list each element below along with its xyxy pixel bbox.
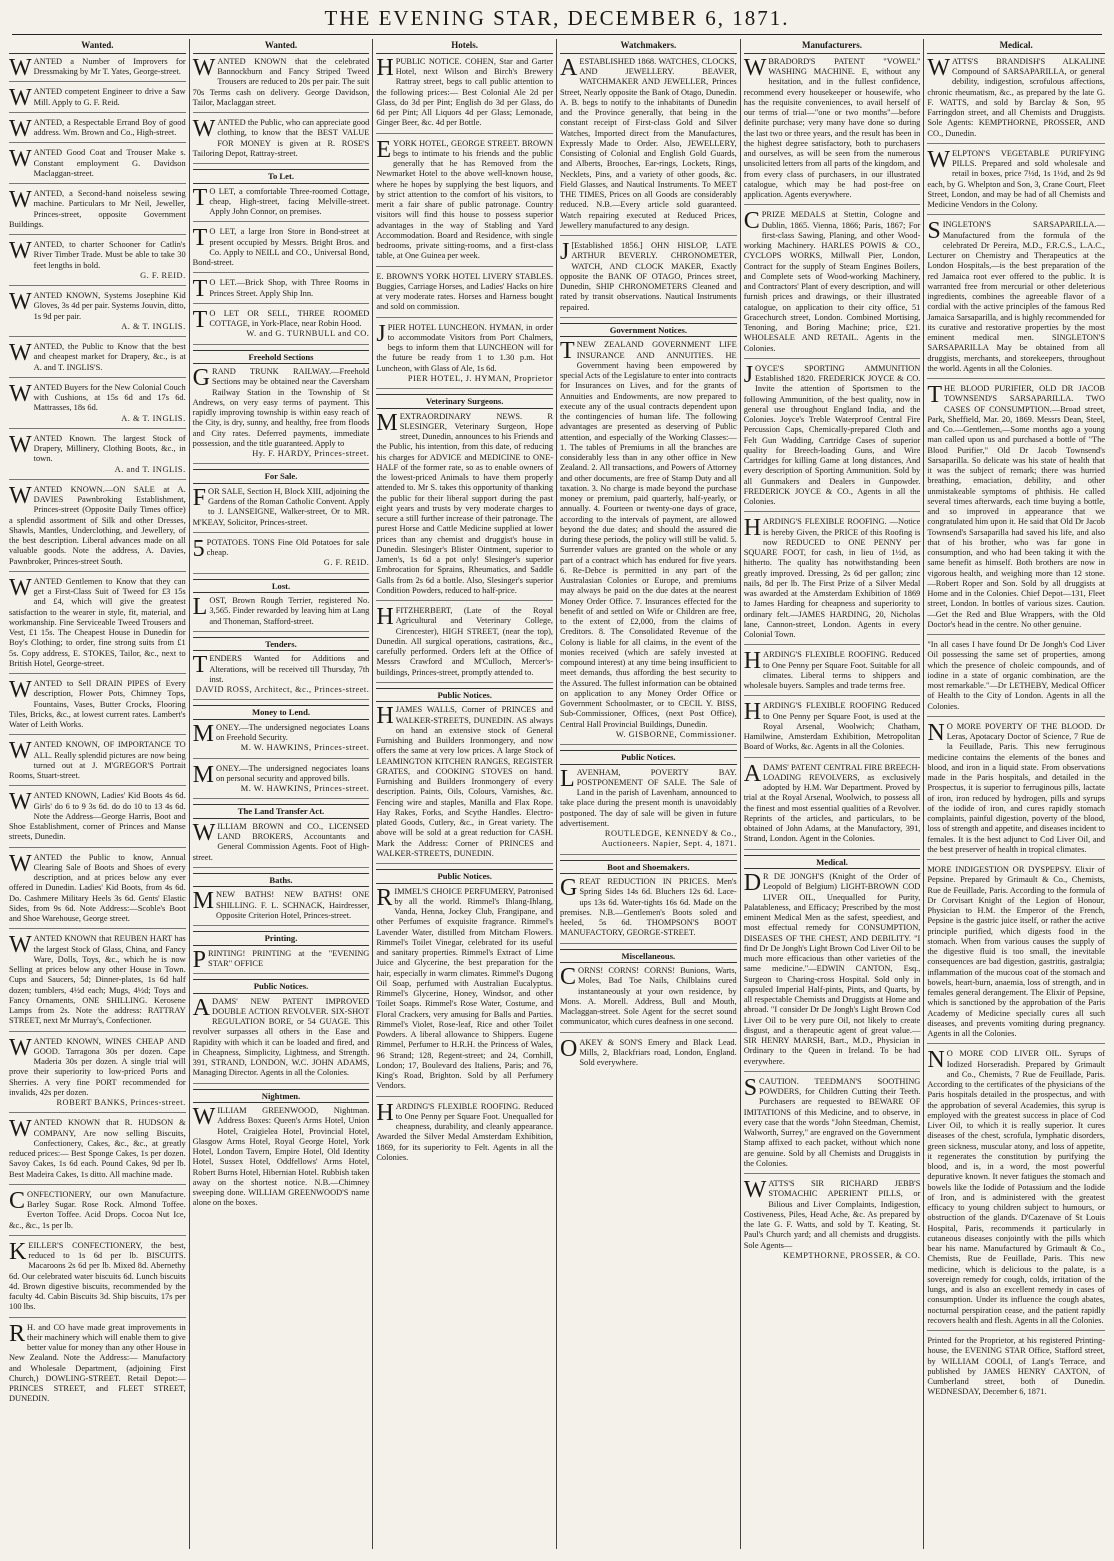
drop-cap: W [9,932,32,959]
advertisement [192,184,370,223]
column-5 [741,39,925,1549]
advertisement [193,367,370,464]
advertisement [193,278,370,304]
advertisement-signature: PIER HOTEL, J. HYMAN, Proprietor [407,373,554,383]
drop-cap: C [9,1187,26,1214]
column-heading: Wanted. [9,39,186,54]
drop-cap: W [9,431,32,458]
advertisement-body: ANTED KNOWN.—ON SALE at A. DAVIES Pawnbroking Establishment, Princes-street (Opposite Daily Times office) a splendid assortment of Silk and other Dresses, Shawls, Mantles, Underclothing, and Jewellery, of the best description. Liberal advances made on all valuable goods. Note the address, A. Davies, Pawnbroker, Princes-street South. [9,484,186,566]
drop-cap: A [192,994,211,1021]
column-heading: Watchmakers. [560,39,737,54]
advertisement-body: DAMS' PATENT CENTRAL FIRE BREECH-LOADING REVOLVERS, as exclusively adopted by H.M. War Department. Proved by trial at the Royal Arsenal, Woolwich, to possess all the finest and most essential qualities of a Revolver. Reprints of the articles, and particulars, to be obtained of John Adams, at the Manufactory, 391, Strand, London. Agent in the Colonies. [743,762,921,844]
advertisement [927,865,1105,1044]
advertisement-body: BRADORD'S PATENT "VOWEL" WASHING MACHINE. E, without any hesitation, and in the fullest confidence, recommend every housekeeper or housewife, who has the requisite conveniences, to avail herself of our terms of trial—"one or two months"—before definite purchase; very many have done so during the last two or three years, and the result has been in the highest degree satisfactory, both to purchasers and ourselves, as will be seen from the numerous unsolicited letters from all parts of the kingdom, and from every class of purchasers, in our illustrated catalogue, which may be had post-free on application. Agents everywhere. [743,56,921,200]
advertisement-body: INGLETON'S SARSAPARILLA.—Manufactured from the formula of the celebrated Dr Pereira, M.D., F.R.C.S., L.A.C., Lecturer on Chemistry and Therapeutics at the London Hospitals,—is the best preparation of the red Jamaica root ever offered to the public. It is warranted free from mercurial or other deleterious ingredients, combines the agreeable flavor of a cordial with the active principles of the famous Red Jamaica Sarsaparilla, and is highly recommended for its curative and restorative properties by the most eminent medical men. SINGLETON'S SARSAPARILLA May be obtained from all druggists, merchants, and storekeepers, throughout the world. Agents in all the Colonies. [927,220,1106,373]
advertisement-body: EILLER'S CONFECTIONERY, the best, reduced to 1s 6d per lb. BISCUITS. Macaroons 2s 6d per lb. Mixed 8d. Abernethy 6d. Our celebrated water biscuits 6d. Lunch biscuits 4d. Brown digestive biscuits, recommended by the faculty 4d. Cabin Biscuits 3d. Ship biscuits, 17s per 100 lbs. [9,1240,186,1312]
drop-cap: W [927,146,951,173]
advertisement [376,1099,554,1168]
advertisement [927,1336,1105,1402]
advertisement-body: ANTED KNOWN, Ladies' Kid Boots 4s 6d. Girls' do 6 to 9 3s 6d. do do 10 to 13 4s 6d. Note the Address—George Harris, Boot and Shoe Establishment, corner of Princes and Manse streets, Dunedin. [9,791,186,842]
advertisement-body: REAT REDUCTION IN PRICES. Men's Spring Sides 14s 6d. Bluchers 12s 6d. Lace-ups 13s 6d. Water-tights 16s 6d. Made on the premises. N.B.—Gentlemen's Boots soled and heeled, 5s 6d. THOMPSON'S BOOT MANUFACTORY, GEORGE-STREET. [560,877,737,938]
advertisement-body: ANTED, a Respectable Errand Boy of good address. Wm. Brown and Co., High-street. [33,117,186,138]
advertisement-body: ANTED KNOWN, WINES CHEAP AND GOOD. Tarragona 30s per dozen. Cape Maderia 30s per dozen. A single trial will prove their superiority to low-priced Ports and Sherries. A very fine PORT recommended for invalids, 42s per dozen. [9,1036,186,1097]
advertisement-signature: A. & T. INGLIS. [121,413,186,423]
advertisement-signature: DAVID ROSS, Architect, &c., Princes-street. [195,685,370,695]
advertisement-body: ANTED, a Second-hand noiseless sewing machine. Particulars to Mr Neil, Jeweller, Princes-street, opposite Government Buildings. [9,189,186,229]
advertisement-signature: G. F. REID. [323,558,370,568]
advertisement-body: ESTABLISHED 1868. WATCHES, CLOCKS, AND JEWELLERY. BEAVER, WATCHMAKER AND JEWELLER, Princes Street, Nearly opposite the Bank of Otago, Dunedin. A. B. begs to notify to the inhabitants of Dunedin and the Province generally, that being in the constant receipt of First-class Gold and Silver Watches, Imported direct from the Manufactures, Expressly Made to Order. Also, JEWELLERY, Consisting of Colonial and English Gold Guards, and Alberts, Brooches, Ear-rings, Lockets, Rings, Necklets, Pins, and a variety of other goods, &c. Field Glasses, and Nautical Instruments. To MEET THE TIMES, Prices on all Goods are considerably reduced. N.B.—Every article sold guaranteed. Watch repairing executed at Reduced Prices, Jewellery manufactured to any design. [560,56,737,230]
advertisement-body: ORNS! CORNS! CORNS! Bunions, Warts, Moles, Bad Toe Nails, Chilblains cured instantaneously at your own residence, by Mons. A. Morell. Address, Bull and Mouth, Maclaggan-street. Sole Agent for the secret sound communicator, which cures deafness in one second. [560,966,737,1027]
advertisement-body: R DE JONGH'S (Knight of the Order of Leopold of Belgium) LIGHT-BROWN COD LIVER OIL, Unequalled for Purity, Palatableness, and Efficacy; Prescribed by the most eminent Medical Men as the safest, speediest, and most effectual remedy for CONSUMPTION, DISEASES OF THE CHEST, AND DEBILITY. "I find Dr De Jongh's Light Brown Cod Liver Oil to be much more efficacious than other varieties of the same medicine."—EDWIN CANTON, Esq., Surgeon to Charing-cross Hospital. Sold only in capsuled Imperial Half-pints, Pints, and Quarts, by all respectable Chemists and Druggists at Home and abroad. "I consider Dr De Jongh's Light Brown Cod Liver Oil to be very pure Oil, not likely to create disgust, and a therapeutic agent of great value.—SIR HENRY MARSH, Bart., M.D., Physician in Ordinary to the Queen in Ireland. To be had everywhere. [743,872,921,1066]
drop-cap: N [927,719,945,746]
advertisement [927,146,1106,216]
advertisement-body: H. and CO have made great improvements in their machinery which will enable them to give better value for money than any other House in New Zealand. Note the Address:— Manufactory and Wholesale Department, (adjoining First Church,) DOWLING-STREET. Retail Depot:— PRINCES STREET, and FLEET STREET, DUNEDIN. [9,1322,186,1404]
advertisement-body: RAND TRUNK RAILWAY.—Freehold Sections may be obtained near the Caversham Railway Station in the Township of St Andrews, on very easy terms of payment. This rapidly improving township is within easy reach of the City, is dry, sunny, and healthy, free from floods and City rates. Deferred payments, immediate possession, and the title guaranteed. Apply to [192,367,370,448]
drop-cap: W [9,789,32,816]
advertisement [9,482,186,572]
advertisement [376,54,554,134]
section-heading: For Sale. [193,469,370,483]
drop-cap: L [560,765,575,792]
advertisement [9,791,186,847]
advertisement-body: O LET.—Brick Shop, with Three Rooms in Princes Street. Apply Ship Inn. [209,278,370,298]
advertisement-body: ANTED a Number of Improvers for Dressmaking by Mr T. Yates, George-street. [33,56,186,77]
drop-cap: J [376,320,386,347]
advertisement-body: ANTED the Public, who can appreciate good clothing, to know that the BEST VALUE FOR MONEY is given at R. ROSE'S Tailoring Depot, Rattray-street. [192,118,370,158]
advertisement [560,340,737,745]
section-heading: Veterinary Surgeons. [376,394,553,408]
advertisement-body: HE BLOOD PURIFIER, OLD DR JACOB TOWNSEND'S SARSAPARILLA. TWO CASES OF CONSUMPTION.—Broad street, Park, Sheffield, Mar. 20, 1869. Messrs Dean, Steel, and Co.—Gentlemen,—Some months ago a young man called upon us and purchased a bottle of "The Blood Purifier," Old Dr Jacob Townsend's Sarsaparilla. So delicate was his state of health that it was the subject of remark; there was hurried breathing, emaciation, debility, and other unmistakeable symptoms of phthisis. He called several times afterwards, each time buying a bottle, and so improved in appearance that we congratulated him upon it. He said that Old Dr Jacob Townsend's Sarsaparilla had saved his life, and also that of his brother, who was far gone in consumption, and who had been taking it with the same benefit as himself. Both brothers are now in vigorous health, and weighing more than 12 stone.—Robert Roper and Son. Sold by all druggists at Home and in the Colonies. Chief Depot—131, Fleet street, London. In bottles of various sizes. Caution.—Get the Red and Blue Wrappers, with the Old Doctor's head in the centre. No other genuine. [927,384,1106,629]
advertisement [9,148,186,184]
advertisement [560,765,737,855]
drop-cap: W [9,115,32,142]
advertisement [9,189,186,235]
advertisement [9,1118,186,1185]
drop-cap: S [927,218,941,245]
advertisement [192,484,370,533]
drop-cap: H [376,54,394,81]
drop-cap: W [9,738,32,765]
advertisement-signature: A. & T. INGLIS. [121,321,186,331]
advertisement-body: ANTED KNOWN that R. HUDSON & COMPANY, Are now selling Biscuits, Confectionery, Cakes, &c., &c., at greatly reduced prices:— Best Sponge Cakes, 1s per dozen. Savoy Cakes, 1s 6d each. Pound Cakes, 9d per lb. Best Madeira Cakes, 1s ditto. All machine made. [9,1118,186,1179]
drop-cap: P [192,946,207,973]
advertisement-signature: Hy. F. HARDY, Princes-street. [252,449,370,459]
advertisement-body: ANTED KNOWN that the celebrated Bannockburn and Fancy Striped Tweed Trousers are reduced to 20s per pair. The suit 70s Terms cash on delivery. George Davidson, Tailor, Maclaggan street. [192,56,370,107]
section-heading: The Land Transfer Act. [193,804,370,818]
advertisement [192,54,370,113]
advertisement-body: [Established 1856.] OHN HISLOP, LATE ARTHUR BEVERLY. CHRONOMETER, WATCH, AND CLOCK MAKER, Exactly opposite the BANK OF OTAGO, Princes street, Dunedin, SHIP CHRONOMETERS Cleaned and rated by transit observations. Nautical Instruments repaired. [560,241,737,312]
advertisement-body: ANTED competent Engineer to drive a Saw Mill. Apply to G. F. Reid. [33,87,186,107]
drop-cap: N [927,1047,945,1074]
section-heading: Money to Lend. [193,705,370,719]
section-heading: Nightmen. [193,1089,370,1103]
advertisement-body: ATTS'S SIR RICHARD JEBB'S STOMACHIC APERIENT PILLS, or Bilious and Liver Complaints, Indigestion, Costiveness, Piles, Head Ache, &c. As prepared by the late G. F. Watts, and sold by T. Keating, St. Paul's Church yard; and all chemists and druggists. Sole Agents— [743,1179,921,1250]
advertisement-body: ENDERS Wanted for Additions and Alterations, will be received till Thursday, 7th inst. [209,654,370,684]
advertisement [927,220,1105,379]
drop-cap: J [743,361,754,388]
advertisement [743,54,921,206]
drop-cap: J [560,239,570,266]
advertisement-body: ANTED Buyers for the New Colonial Couch with Cushions, at 15s 6d and 17s 6d. Mattrasses, 18s 6d. [33,382,186,413]
advertisement-body: EXTRAORDINARY NEWS. R SLESINGER, Veterinary Surgeon, Hope street, Dunedin, announces to his Friends and the Public, his intention, from this date, of reducing his charges for ADVICE and MEDICINE to ONE-HALF of the former rate, so as to enable owners of the lowest-priced Animals to have them properly attended to. Mr S. takes this opportunity of thanking the public for their liberal support during the past eight years and trusts by very moderate charges to secure a still further increase of their patronage. The purest Horse and Cattle Medicine supplied at lower prices than any chemist and druggist's house in Dunedin. Slesinger's Blister Ointment, superior to Jamen's, 1s 6d a pot only! Slesinger's superior Embrocation for Sprains, Rheumatics, and Saddle Galls from 2s 6d a bottle. Also, Slesinger's superior Condition Powders, reduced to half-price. [376,411,554,595]
drop-cap: T [560,338,575,365]
advertisement-signature: A. and T. INGLIS. [114,464,186,474]
advertisement-body: O LET, a large Iron Store in Bond-street at present occupied by Messrs. Bright Bros. and Co. Apply to NEILL and CO., Universal Bond, Bond-street. [192,227,370,268]
drop-cap: W [9,380,32,407]
advertisement [192,761,370,800]
advertisement [9,740,186,786]
drop-cap: T [192,276,208,303]
advertisement [9,240,186,286]
advertisement-signature: W. and G. TURNBULL and CO. [246,329,370,339]
advertisement-body: ILLIAM GREENWOOD, Nightman. Address Boxes: Queen's Arms Hotel, Union Hotel, Craigielea Hotel, Provincial Hotel, Glasgow Arms Hotel, Royal George Hotel, York Hotel, London Tavern, Empire Hotel, Old Identity Hotel, Sussex Hotel, Oddfellows' Arms Hotel, Robert Burns Hotel, Hibernian Hotel. Rubbish taken away on the shortest notice. N.B.—Chimney sweeping done. WILLIAM GREENWOOD'S name alone on the boxes. [192,1106,370,1208]
advertisement [743,760,921,850]
advertisement-body: "In all cases I have found Dr De Jongh's Cod Liver Oil possessing the same set of properties, among which the presence of choleic compounds, and of iodine in a state of organic combination, are the most remarkable."—Dr LETHEBY, Medical Officer of Health to the City of London. Agents in all the Colonies. [927,640,1106,711]
advertisement-body: OYCE'S SPORTING AMMUNITION Established 1820. FREDERICK JOYCE & CO. Invite the attention of Sportsmen to the following Ammunition, of the best quality, now in general use throughout England India, and the Colonies. Joyce's Treble Waterproof Central Fire Percussion Caps, Chemically-prepared Cloth and Felt Gun Wadding, Cartridge Cases of superior quality for Breech-loading Guns, and Wire Cartridges for killing Game at long distances, And every description of Sporting Ammunition. Sold by all Gunmakers and Dealers in Gunpowder. FREDERICK JOYCE & CO., Agents in all the Colonies. [743,363,921,507]
advertisement-body: ARDING'S FLEXIBLE ROOFING. Reduced to One Penny per Square Foot. Suitable for all climates. Liberal terms to shippers and wholesale buyers. Samples and trade terms free. [743,650,921,691]
section-heading: Public Notices. [193,979,370,993]
drop-cap: W [9,289,32,316]
drop-cap: T [192,225,208,252]
advertisement [193,1106,370,1213]
advertisement-body: DAMS' NEW PATENT IMPROVED DOUBLE ACTION REVOLVER. SIX-SHOT REGULATION BORE, or 54 GUAGE. This revolver surpasses all others in the Ease and Rapidity with which it can be loaded and fired, and in Cheapness, Simplicity, Lightness, and Strength. 391, STRAND, LONDON, W.C. JOHN ADAMS, Managing Director. Agents in all the Colonies. [192,996,370,1078]
drop-cap: W [192,54,216,81]
advertisement [9,1320,186,1409]
advertisement [560,966,737,1033]
advertisement-signature: ROUTLEDGE, KENNEDY & Co., Auctioneers. Napier, Sept. 4, 1871. [601,829,737,849]
advertisement [376,606,553,683]
drop-cap: W [9,482,32,509]
advertisement [9,342,186,378]
drop-cap: C [743,208,760,235]
drop-cap: H [376,604,394,631]
section-heading: Tenders. [193,637,370,651]
advertisement [744,701,921,757]
advertisement-signature: G. F. REID. [140,270,186,280]
drop-cap: W [192,819,216,846]
advertisement [560,241,737,318]
advertisement [927,719,1106,860]
column-3 [373,39,557,1549]
advertisement [927,640,1105,717]
advertisement-signature: M. W. HAWKINS, Princes-street. [240,743,370,753]
advertisement [192,535,370,574]
advertisement [192,720,370,759]
drop-cap: H [376,1099,394,1126]
drop-cap: H [743,648,762,675]
column-heading: Wanted. [193,39,370,54]
drop-cap: W [9,677,32,704]
advertisement-body: ANTED Gentlemen to Know that they can get a First-Class Suit of Tweed for £3 15s and £4, which will give the greatest satisfaction to the wearer in style, fit, material, and workmanship. Fine Serviceable Tweed Trousers and Vest, £1 15s. The Cheapest House in Dunedin for Boy's Clothing; to order, fine strong suits from £1 5s. Copy address, E. STOKES, Tailor, &c., next to British Hotel, George-street. [9,576,186,668]
column-2 [190,39,374,1549]
drop-cap: W [9,238,32,265]
advertisement-body: ONEY.—The undersigned negociates Loans on Freehold Security. [216,722,370,743]
advertisement-body: O LET, a comfortable Three-roomed Cottage, cheap, High-street, facing Melville-street. Apply John Connor, on premises. [209,186,370,217]
advertisement-body: POTATOES. TONS Fine Old Potatoes for sale cheap. [206,537,370,558]
advertisement-body: O MORE COD LIVER OIL. Syrups of Iodized Horseradish. Prepared by Grimault and Co., Chemists, 7 Rue de Feuillade, Paris. According to the certificates of the physicians of the Paris hospitals detailed in the prospectus, and with the approbation of several Academies, this syrup is employed with the greatest success in place of Cod Liver Oil, to which it is really superior. It cures diseases of the chest, scrofula, lymphatic disorders, green sickness, muscular atony, and loss of appetite, it regenerates the constitution by purifying the blood, and is, in a word, the most powerful depurative known. It never fatigues the stomach and bowels like the Iodide of Potassium and the Iodide of Iron, and is administered with the greatest efficacy to young children subject to humours, or obstruction of the glands. D'Cazenave of St Louis Hospital, Paris, recommends it particularly in cutaneous diseases conjointly with the pills which bear his name. Manufactured by Grimault & Co., Chemists, Rue de Feuillade, Paris. This new medicine, which is delicious to the palate, is a sovereign remedy for cough, colds, irritation of the lungs, and is also an excellent remedy in cases of consumption. Under its influence the cough abates, nocturnal perspiration cease, and the patient rapidly recovers health and flesh. Agents in all the Colonies. [927,1049,1106,1325]
advertisement [376,409,554,602]
section-heading: Boot and Shoemakers. [560,860,737,874]
section-heading: To Let. [193,169,370,183]
drop-cap: W [9,1116,32,1143]
advertisement-body: AVENHAM, POVERTY BAY. POSTPONEMENT OF SALE. The Sale of Land in the parish of Lavenham, announced to take place during the present month is unavoidably postponed. The day of sale will be given in future advertisement. [560,767,737,828]
drop-cap: R [376,884,393,911]
advertisement [9,291,186,337]
advertisement [9,87,186,113]
advertisement-body: ONEY.—The undersigned negociates loans on personal security and approved bills. [216,763,370,783]
advertisement-body: ATTS'S BRANDISH'S ALKALINE Compound of SARSAPARILLA, or general debility, indigestion, scrofulous affections, chronic rheumatism, &c., as prepared by the late G. F. WATTS, and sold by Barclay & Son, 95 Farringdon street, and all Chemists and Druggists. Sole Agents: KEMPTHORNE, PROSSER, AND CO., Dunedin. [927,56,1106,138]
section-heading: Freehold Sections [193,350,370,364]
advertisement-body: PUBLIC NOTICE. COHEN, Star and Garter Hotel, next Wilson and Birch's Brewery Rattray street, begs to call public attention to the following prices:— Best Colonial Ale 2d per Glass, do 3d per Pint; English do 3d per Glass, do 6d per Pint; All Liquors 4d per Glass; Lemonade, Ginger Beer, &c. 4d per Bottle. [376,56,554,128]
advertisement [9,1034,186,1114]
column-heading: Manufacturers. [744,39,921,54]
column-heading: Hotels. [376,39,553,54]
drop-cap: C [560,964,577,991]
section-heading: Lost. [193,579,370,593]
advertisement-body: IMMEL'S CHOICE PERFUMERY, Patronised by all the world. Rimmel's Ihlang-Ihlang, Vanda, Henna, Jockey Club, Frangipane, and other Perfumes of exquisite fragrance. Rimmel's Lavender Water, distilled from Mitcham Flowers. Rimmel's Toilet Vinegar, celebrated for its useful and sanitary properties. Rimmel's Extract of Lime Juice and Glycerine, the best preparation for the hair, especially in warm climates. Rimmel's Dugong Oil Soap, perfumed with Australian Eucalyptus. Rimmel's Glycerine, Honey, Windsor, and other Toilet Soaps. Rimmel's Rose Water, Costume, and Floral Crackers, very amusing for Balls and Parties. Rimmel's Violet, Rose-leaf, Rice and other Toilet Powders. A liberal allowance to Shippers. Eugene Rimmel, Perfumer to H.R.H. the Princess of Wales, 96 Strand; 128, Regent-street; and 24, Cornhill, London; 17, Boulevard des Italiens, Paris; and 76, King's Road, Brighton. Sold by all Perfumery Vendors. [376,886,554,1091]
advertisement [743,1074,921,1174]
drop-cap: M [192,720,215,747]
drop-cap: W [9,146,32,173]
drop-cap: A [560,54,578,81]
advertisement-body: RINTING! PRINTING at the "EVENING STAR" OFFICE [208,948,370,968]
advertisement [560,877,737,944]
advertisement-signature: W. GISBORNE, Commissioner. [615,729,737,739]
advertisement [744,517,921,645]
advertisement [192,819,370,868]
advertisement [193,890,370,926]
advertisement-body: AKEY & SON'S Emery and Black Lead. Mills, 2, Blackfriars road, London, England. Sold everywhere. [579,1037,737,1068]
advertisement [9,679,186,735]
advertisement-body: ANTED the Public to know, Annual Clearing Sale of Boots and Shoes of every description, and at prices below any ever offered in Dunedin. Ladies' Kid Boots, from 4s 6d. Do. Cashmere Military Heels 3s 6d. Gents' Elastic Sides, from 9s 6d. Note Address:—Scoble's Boot and Shoe Warehouse, George street. [9,852,186,924]
drop-cap: M [376,409,398,436]
drop-cap: W [9,85,32,112]
advertisement-body: ONFECTIONERY, our own Manufacture. Barley Sugar. Rose Rock. Almond Toffee. Everton Toffee. Acid Drops. Cocoa Nut Ice, &c., &c., 1s per lb. [9,1189,186,1230]
drop-cap: M [192,761,215,788]
drop-cap: K [9,1238,27,1265]
section-heading: Medical. [744,855,921,869]
drop-cap: T [192,306,208,333]
section-heading: Public Notices. [376,688,553,702]
drop-cap: H [743,515,762,542]
advertisement-body: ANTED KNOWN, Systems Josephine Kid Gloves, 3s 4d per pair. Systems Jouvin, ditto, 1s 9d per pair. [33,291,186,321]
column-6 [924,39,1108,1549]
advertisement [193,118,370,164]
advertisement [376,884,554,1097]
section-heading: Government Notices. [560,323,737,337]
advertisement-body: ARDING'S FLEXIBLE ROOFING. —Notice is hereby Given, the PRICE of this Roofing is now REDUCED to ONE PENNY per SQUARE FOOT, for cash, in lieu of 1½d, as hitherto. The quality has notwithstanding been greatly improved. Dressing, 2s 6d per gallon; zinc nails, 8d per lb. The First Prize of a Silver Medal was awarded at the Amsterdam Exhibition of 1869 to James Harding for cheapness and superiority to ordinary felt.—JAMES HARDING, 20, Nicholas lane, Cannon-street, London. Agents in every Colonial Town. [743,517,921,640]
advertisement-signature: M. W. HAWKINS, Princes-street. [240,784,370,794]
drop-cap: T [192,652,208,679]
drop-cap: A [743,760,762,787]
advertisement-body: ANTED Good Coat and Trouser Make s. Constant employment G. Davidson Maclaggan-street. [33,148,186,178]
advertisement [193,227,370,273]
drop-cap: W [9,54,32,81]
advertisement [9,1187,186,1236]
advertisement-body: NEW BATHS! NEW BATHS! ONE SHILLING. F. L. SCHNACK, Hairdresser, Opposite Criterion Hotel, Princes-street. [216,890,370,920]
drop-cap: E [376,136,392,163]
advertisement-body: ELPTON'S VEGETABLE PURIFYING PILLS. Prepared and sold wholesale and retail in boxes, price 7½d, 1s 1½d, and 2s 9d each, by G. Whelpton and Son, 3, Crane Court, Fleet Street, London, and may be had of all Chemists and Medicine Vendors in the Colony. [927,148,1106,210]
section-heading: Baths. [193,873,370,887]
advertisement-body: ANTED KNOWN, OF IMPORTANCE TO ALL. Really splendid pictures are now being turned out at J. M'GREGOR'S Portrait Rooms, Stuart-street. [9,740,186,781]
drop-cap: S [743,1074,758,1101]
drop-cap: W [9,187,32,214]
drop-cap: 5 [192,535,205,562]
drop-cap: T [927,382,943,409]
advertisement [9,850,186,930]
drop-cap: M [192,888,215,915]
advertisement [9,934,186,1031]
drop-cap: W [9,340,32,367]
advertisement [744,650,921,696]
drop-cap: F [192,484,207,511]
drop-cap: W [743,54,767,81]
advertisement-body: ANTED to Sell DRAIN PIPES of Every description, Flower Pots, Chimney Tops, Fountains, Vases, Butter Crocks, Flooring Tiles, Bricks, &c., at lowest current rates. Lambert's Water of Leith Works. [9,679,186,730]
column-1 [6,39,190,1549]
drop-cap: H [743,699,762,726]
drop-cap: W [743,1177,767,1204]
advertisement [744,1179,921,1265]
advertisement [193,596,370,632]
advertisement-signature: KEMPTHORNE, PROSSER, & CO. [783,1250,921,1260]
advertisement [927,54,1106,144]
advertisement-body: ANTED, the Public to Know that the best and cheapest market for Drapery, &c., is at A. and T. INGLIS'S. [33,342,186,372]
advertisement [9,380,186,429]
advertisement-body: YORK HOTEL, GEORGE STREET. BROWN begs to intimate to his friends and the public generally that he has Removed from the Newmarket Hotel to the above well-known house, where he hopes by supplying the best liquors, and by strict attention to the comfort of his visitors, to merit a fair share of public patronage. Country visitors will find this house to possess superior advantages in the way of Stabling and Yard Accommodation. Board and Residence, with single bedrooms, private sitting-rooms, and a first-class table, at One Guinea per week. [376,138,554,261]
drop-cap: D [743,870,762,897]
advertisement-body: Printed for the Proprietor, at his registered Printing-house, the EVENING STAR Office, Stafford street, by WILLIAM COOLI, of Lang's Terrace, and published by JAMES HENRY CAXTON, of Cumberland street, both of Dunedin. WEDNESDAY, December 6, 1871. [927,1336,1106,1397]
advertisement-signature: ROBERT BANKS, Princes-street. [56,1098,186,1108]
drop-cap: W [9,850,32,877]
drop-cap: H [376,703,394,730]
advertisement [744,872,921,1072]
advertisement-body: ILLIAM BROWN and CO., LICENSED LAND BROKERS, Accountants and General Commission Agents. Foot of High-street. [192,821,370,862]
drop-cap: O [560,1035,578,1062]
advertisement-body: ANTED KNOWN that REUBEN HART has the largest Stock of Glass, China, and Fancy Ware, Dolls, Toys, &c., which he is now Selling at prices below any other House in Town. Cups and Saucers, 5d; Dinner-plates, 1s 6d half dozen; tumblers, 4½d each; Mugs, 4½d; Toys and Fancy Ornaments, ONE SHILLING. Kerosene Lamps from 2s. Note the address: RATTRAY STREET, next Mr Murray's, Confectioner. [9,934,186,1026]
advertisement [192,946,370,975]
masthead-title: THE EVENING STAR, DECEMBER 6, 1871. [324,6,790,30]
advertisement [193,654,370,700]
column-heading: Medical. [927,39,1105,54]
advertisement [743,361,921,513]
advertisement [927,1049,1105,1331]
columns-container [6,39,1108,1549]
drop-cap: W [927,54,951,81]
advertisement [560,1035,737,1073]
masthead [12,6,1102,35]
advertisement-body: FITZHERBERT, (Late of the Royal Agricultural and Veterinary College, Cirencester), HIGH STREET, (near the top), Dunedin. All surgical operations, castrations, &c., carefully performed. Orders left at the Office of Messrs Crawford and M'Culloch, Mercer's-buildings, Princes-street, promptly attended to. [376,606,554,677]
advertisement [744,210,921,359]
advertisement-body: CAUTION. TEEDMAN'S SOOTHING POWDERS, for Children Cutting their Teeth. Purchasers are requested to BEWARE OF IMITATIONS of this Medicine, and to observe, in every case that the words "John Steedman, Chemist, Walworth, Surrey," are engraved on the Government Stamp affixed to each packet, without which none are genuine. Sold by all Chemists and Druggists in the Colonies. [743,1076,921,1168]
advertisement [192,306,370,345]
section-heading: Printing. [193,931,370,945]
advertisement [927,384,1105,635]
column-4 [557,39,741,1549]
section-heading: Public Notices. [560,750,737,764]
advertisement-body: NEW ZEALAND GOVERNMENT LIFE INSURANCE AND ANNUITIES. HE Government having been empowered by special Acts of the Legislature to enter into contracts for Insurances on Lives, and for the grants of Annuities and Endowments, are now prepared to execute any of the usual contracts dependent upon the contingencies of human life. The following advantages are presented as deserving of Public attention, and especially of the Working Classes:— 1. The tables of Premiums in all the branches are considerably less than in any other office in New Zealand. 2. All transactions, and Powers of Attorney and other documents, are free of Stamp Duty and all taxation. 3. No charge is made beyond the purchase money or premium, paid quarterly, half-yearly, or annually. 4. Fourteen or twenty-one days of grace, according to the intervals of payment, are allowed beyond the due dates; and should the assured die during these periods, the policy will still be valid. 5. Surrender values are granted on the whole or any part of a contract which has endured for five years. 6. Re-Debce is permitted in any part of the Australasian Colonies or Europe, and premiums may always be paid on the due dates at the nearest Money Order Office. 7. Insurances effected for the benefit of and settled on Wife or Children are free, to the extent of £2,000, from the claims of Creditors. 8. The Consolidated Revenue of the Colony is liable for all claims, in the event of the monies received (which are safely invested at compound interest) at any time being insufficient to meet demands, thus affording the best security to the Assured. The fullest information can be obtained on application to any Money Order Office or Government Schoolmaster, or to CECIL Y. BISS, Sub-Commissioner, Offices, (next Post Office), Central Hall Provincial Buildings, Dunedin. [560,340,737,729]
advertisement-body: PIER HOTEL LUNCHEON. HYMAN, in order to accommodate Visitors from Port Chalmers, begs to inform them that LUNCHEON will for the future be ready from 1 to 1.30 p.m. Hot Luncheon, with Glass of Ale, 1s 6d. [376,322,554,373]
section-heading: Public Notices. [376,869,553,883]
advertisement-body: E. BROWN'S YORK HOTEL LIVERY STABLES. Buggies, Carriage Horses, and Ladies' Hacks on hire at very moderate rates. Horses and Harness bought and sold on commission. [376,271,554,312]
advertisement [9,54,186,83]
advertisement-body: O LET OR SELL, THREE ROOMED COTTAGE, in York-Place, near Robin Hood. [209,308,370,329]
advertisement [376,136,554,267]
drop-cap: W [192,116,216,143]
section-heading: Miscellaneous. [560,949,737,963]
advertisement [9,115,186,144]
advertisement [9,1238,186,1318]
drop-cap: W [9,574,32,601]
drop-cap: T [192,184,208,211]
advertisement [9,431,186,480]
advertisement-body: O MORE POVERTY OF THE BLOOD. Dr Leras, Apotacary Doctor of Science, 7 Rue de la Feuillade, Paris. This new ferruginous medicine contains the elements of the bones and blood, and iron in a liquid state. From observations made in the Paris hospitals, and detailed in the Prospectus, it is superior to ferruginous pills, lactate of iron, iron reduced by hydrogen, pills and syrups of the iodide of iron, and cures rapidly stomach complaints, painful digestion, poverty of the blood, loss of strength and appetite, and diseases incident to females. It is the best adjunct to Cod Liver Oil, and the best preserver of health in tropical climates. [927,721,1106,854]
drop-cap: R [9,1320,26,1347]
advertisement [376,320,554,390]
advertisement [560,54,737,236]
advertisement-body: JAMES WALLS, Corner of PRINCES and WALKER-STREETS, DUNEDIN. AS always on hand an extensive stock of General Furnishing and Builders Ironmongery, and now offers the same at very low prices. A large Stock of LEAMINGTON KITCHEN RANGES, REGISTER GRATES, and COOKING STOVES on hand. Furnishing and Builders Ironmongery of every description. Paints, Oils, Colours, Varnishes, &c. Fencing wire and staples, Manilla and Flax Rope. Hay Rakes, Forks, and Scythe Handles. Electro-plated Goods, Cutlery, &c., in Great variety. The above will be sold at a great reduction for CASH. Mark the Address: Corner of PRINCES and WALKER-STREETS, DUNEDIN. [376,705,554,858]
advertisement-body: ANTED Known. The largest Stock of Drapery, Millinery, Clothing Boots, &c., in town. [33,433,186,464]
advertisement-body: PRIZE MEDALS at Stettin, Cologne and Dublin, 1865. Vienna, 1866; Paris, 1867; For first-class Sawing, Planing, and other Wood-working Machinery. HARLES POWIS & CO., CYCLOPS WORKS, Millwall Pier, London, Contract for the supply of Steam Engines Boilers, and Complete sets of Wood-working Machinery, and Contractors' Plant of every description, and will furnish prices and drawings, or their illustrated catalogue, on application to their city office, 51 Gracechurch street, London. Combined Mortising, Tenoning, and Boring Machine; price, £21. WHOLESALE AND RETAIL. Agents in the Colonies. [743,210,921,353]
advertisement-body: MORE INDIGESTION OR DYSPEPSY. Elixir of Pepsine. Prepared by Grimault & Co., Chemists, Rue de Feuillade, Paris. According to the formula of Dr Corvisart Knight of the Legion of Honour, Physician to H.M. the Emperor of the French, Pepsine is the gastric juice itself, or rather the active principle purified, which digests food in the stomach. When from various causes the supply of the digestive fluid is too small, the inevitable consequences are bad digestion, gastritis, gastralgia; inflammation of the mucous coat of the stomach and bowels, heart-burn, anaemia, loss of strength, and in females general derangement. The Elixir of Pepsine, which is sanctioned by the approbation of the Paris Academy of Medicine specially cures all such diseases, and prevents vomiting during pregnancy. Agents in all the Colonies. [927,865,1106,1039]
drop-cap: L [192,594,208,621]
advertisement [376,272,553,318]
advertisement [9,574,186,674]
advertisement-body: OR SALE, Section H, Block XIII, adjoining the Gardens of the Roman Catholic Convent. Apply to J. LANSEIGNE, Walker-street, Or to MR. M'KEAY, Solicitor, Princes-street. [192,486,370,527]
advertisement-body: ARDING'S FLEXIBLE ROOFING. Reduced to One Penny per Square Foot. Unequalled for cheapness, durability, and cleanly appearance. Awarded the Silver Medal Amsterdam Exhibition, 1869, for its superiority to Felt. Agents in all the Colonies. [376,1101,554,1162]
advertisement [376,705,553,864]
advertisement-body: OST, Brown Rough Terrier, registered No. 3,565. Finder rewarded by leaving him at Lang and Thoneman, Stafford-street. [209,596,370,626]
drop-cap: G [192,365,211,392]
advertisement-body: ARDING'S FLEXIBLE ROOFING Reduced to One Penny per Square Foot, is used at the Royal Arsenal, Woolwich; Chatham, Hamilwine, Amsterdam Exhibition, Metropolitan Board of Works, &c. Agents in all the Colonies. [743,701,921,752]
advertisement [192,994,370,1084]
advertisement-body: ANTED, to charter Schooner for Catlin's River Timber Trade. Must be able to take 30 feet lengths in bold. [33,240,186,270]
drop-cap: W [192,1104,216,1131]
drop-cap: G [560,875,578,902]
drop-cap: W [9,1034,32,1061]
